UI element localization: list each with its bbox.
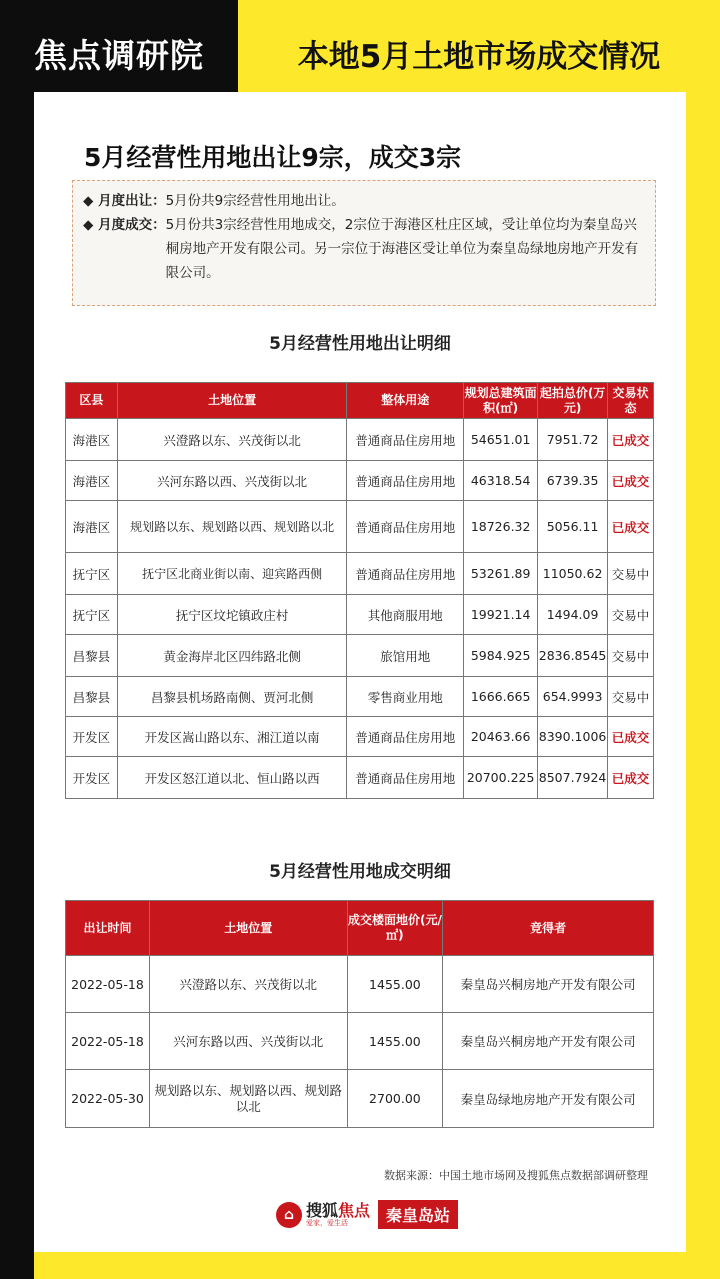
table-cell: 1666.665 (464, 677, 538, 717)
table-cell: 2022-05-18 (66, 1013, 150, 1070)
table-cell: 8390.1006 (538, 717, 608, 757)
table-cell: 兴河东路以西、兴茂街以北 (117, 461, 347, 501)
table-cell: 普通商品住房用地 (347, 419, 464, 461)
data-source-note: 数据来源：中国土地市场网及搜狐焦点数据部调研整理 (384, 1169, 648, 1182)
footer-logo (276, 1200, 458, 1229)
sohu-house-icon: ⌂ (276, 1202, 302, 1228)
table-cell: 11050.62 (538, 553, 608, 595)
section-subtitle: 5月经营性用地出让9宗，成交3宗 (84, 143, 462, 172)
table-row (66, 635, 654, 677)
table-cell: 7951.72 (538, 419, 608, 461)
summary-label: ◆ 月度出让： (83, 193, 166, 209)
table-cell: 其他商服用地 (347, 595, 464, 635)
table-cell: 交易中 (608, 677, 654, 717)
table-row (66, 677, 654, 717)
table-cell: 兴河东路以西、兴茂街以北 (149, 1013, 347, 1070)
table-row (66, 1013, 654, 1070)
column-header: 整体用途 (347, 383, 464, 419)
table-cell: 海港区 (66, 461, 118, 501)
table-cell: 20700.225 (464, 757, 538, 799)
table-row (66, 1070, 654, 1128)
column-header: 区县 (66, 383, 118, 419)
summary-box (72, 180, 656, 306)
table-cell: 海港区 (66, 501, 118, 553)
logo-text (306, 1200, 371, 1220)
logo-slogan: 爱家，爱生活 (306, 1218, 348, 1227)
table-cell: 2700.00 (347, 1070, 443, 1128)
column-header: 出让时间 (66, 901, 150, 956)
table-cell: 交易中 (608, 635, 654, 677)
table-cell: 5056.11 (538, 501, 608, 553)
table-cell: 普通商品住房用地 (347, 501, 464, 553)
table-row (66, 956, 654, 1013)
table-cell: 抚宁区北商业街以南、迎宾路西侧 (117, 553, 347, 595)
column-header: 竞得者 (443, 901, 654, 956)
column-header: 成交楼面地价(元/㎡) (347, 901, 443, 956)
table-cell: 普通商品住房用地 (347, 461, 464, 501)
table-cell: 秦皇岛兴桐房地产开发有限公司 (443, 956, 654, 1013)
table-cell: 规划路以东、规划路以西、规划路以北 (117, 501, 347, 553)
table-cell: 黄金海岸北区四纬路北侧 (117, 635, 347, 677)
table-cell: 2022-05-18 (66, 956, 150, 1013)
table-cell: 开发区怒江道以北、恒山路以西 (117, 757, 347, 799)
table-row (66, 717, 654, 757)
table-cell: 已成交 (608, 717, 654, 757)
table-cell: 19921.14 (464, 595, 538, 635)
content-card (34, 92, 686, 1252)
table-cell: 兴澄路以东、兴茂街以北 (117, 419, 347, 461)
table-cell: 开发区嵩山路以东、湘江道以南 (117, 717, 347, 757)
table-cell: 1455.00 (347, 1013, 443, 1070)
table-cell: 规划路以东、规划路以西、规划路以北 (149, 1070, 347, 1128)
table-row (66, 553, 654, 595)
table-row (66, 595, 654, 635)
column-header: 起拍总价(万元) (538, 383, 608, 419)
table-header-row (66, 901, 654, 956)
table-cell: 53261.89 (464, 553, 538, 595)
table-cell: 抚宁区 (66, 553, 118, 595)
table-cell: 8507.7924 (538, 757, 608, 799)
column-header: 交易状态 (608, 383, 654, 419)
table-cell: 昌黎县机场路南侧、贾河北侧 (117, 677, 347, 717)
column-header: 土地位置 (117, 383, 347, 419)
station-badge: 秦皇岛站 (378, 1200, 458, 1229)
table-cell: 54651.01 (464, 419, 538, 461)
table-cell: 已成交 (608, 419, 654, 461)
summary-text: 5月份共9宗经营性用地出让。 (165, 193, 345, 209)
logo-brand: 搜狐 (306, 1200, 339, 1220)
table-header-row (66, 383, 654, 419)
table-cell: 654.9993 (538, 677, 608, 717)
table-cell: 交易中 (608, 553, 654, 595)
table1-title: 5月经营性用地出让明细 (269, 334, 451, 354)
table-cell: 已成交 (608, 757, 654, 799)
logo-accent: 焦点 (338, 1200, 371, 1220)
table-cell: 1494.09 (538, 595, 608, 635)
summary-row-listing (83, 189, 645, 213)
table-cell: 抚宁区 (66, 595, 118, 635)
summary-label: ◆ 月度成交： (83, 217, 166, 233)
column-header: 土地位置 (149, 901, 347, 956)
table-row (66, 419, 654, 461)
table-cell: 旅馆用地 (347, 635, 464, 677)
column-header: 规划总建筑面积(㎡) (464, 383, 538, 419)
table-cell: 46318.54 (464, 461, 538, 501)
table-cell: 18726.32 (464, 501, 538, 553)
table-cell: 已成交 (608, 501, 654, 553)
table-row (66, 757, 654, 799)
table-cell: 1455.00 (347, 956, 443, 1013)
table-cell: 零售商业用地 (347, 677, 464, 717)
table-cell: 普通商品住房用地 (347, 553, 464, 595)
listing-table (65, 382, 654, 799)
table-cell: 已成交 (608, 461, 654, 501)
table-cell: 5984.925 (464, 635, 538, 677)
table-cell: 昌黎县 (66, 635, 118, 677)
logo-text-block (306, 1200, 371, 1227)
table-cell: 普通商品住房用地 (347, 717, 464, 757)
table-cell: 兴澄路以东、兴茂街以北 (149, 956, 347, 1013)
summary-text: 5月份共3宗经营性用地成交，2宗位于海港区杜庄区域，受让单位均为秦皇岛兴桐房地产开发有限公司。另一宗位于海港区受让单位为秦皇岛绿地房地产开发有限公司。 (165, 217, 639, 281)
table-cell: 20463.66 (464, 717, 538, 757)
table-row (66, 501, 654, 553)
table-cell: 抚宁区坟坨镇政庄村 (117, 595, 347, 635)
table-cell: 交易中 (608, 595, 654, 635)
table-row (66, 461, 654, 501)
table-cell: 普通商品住房用地 (347, 757, 464, 799)
table-cell: 秦皇岛兴桐房地产开发有限公司 (443, 1013, 654, 1070)
table-cell: 秦皇岛绿地房地产开发有限公司 (443, 1070, 654, 1128)
table-cell: 海港区 (66, 419, 118, 461)
summary-row-deal (83, 213, 645, 285)
table-cell: 开发区 (66, 717, 118, 757)
table-cell: 2836.8545 (538, 635, 608, 677)
page-title: 本地5月土地市场成交情况 (297, 38, 661, 75)
table-cell: 2022-05-30 (66, 1070, 150, 1128)
brand-title: 焦点调研院 (0, 0, 238, 106)
table-cell: 6739.35 (538, 461, 608, 501)
deal-table (65, 900, 654, 1128)
left-black-bar (0, 0, 34, 1279)
table-cell: 开发区 (66, 757, 118, 799)
table-cell: 昌黎县 (66, 677, 118, 717)
table2-title: 5月经营性用地成交明细 (269, 862, 451, 882)
